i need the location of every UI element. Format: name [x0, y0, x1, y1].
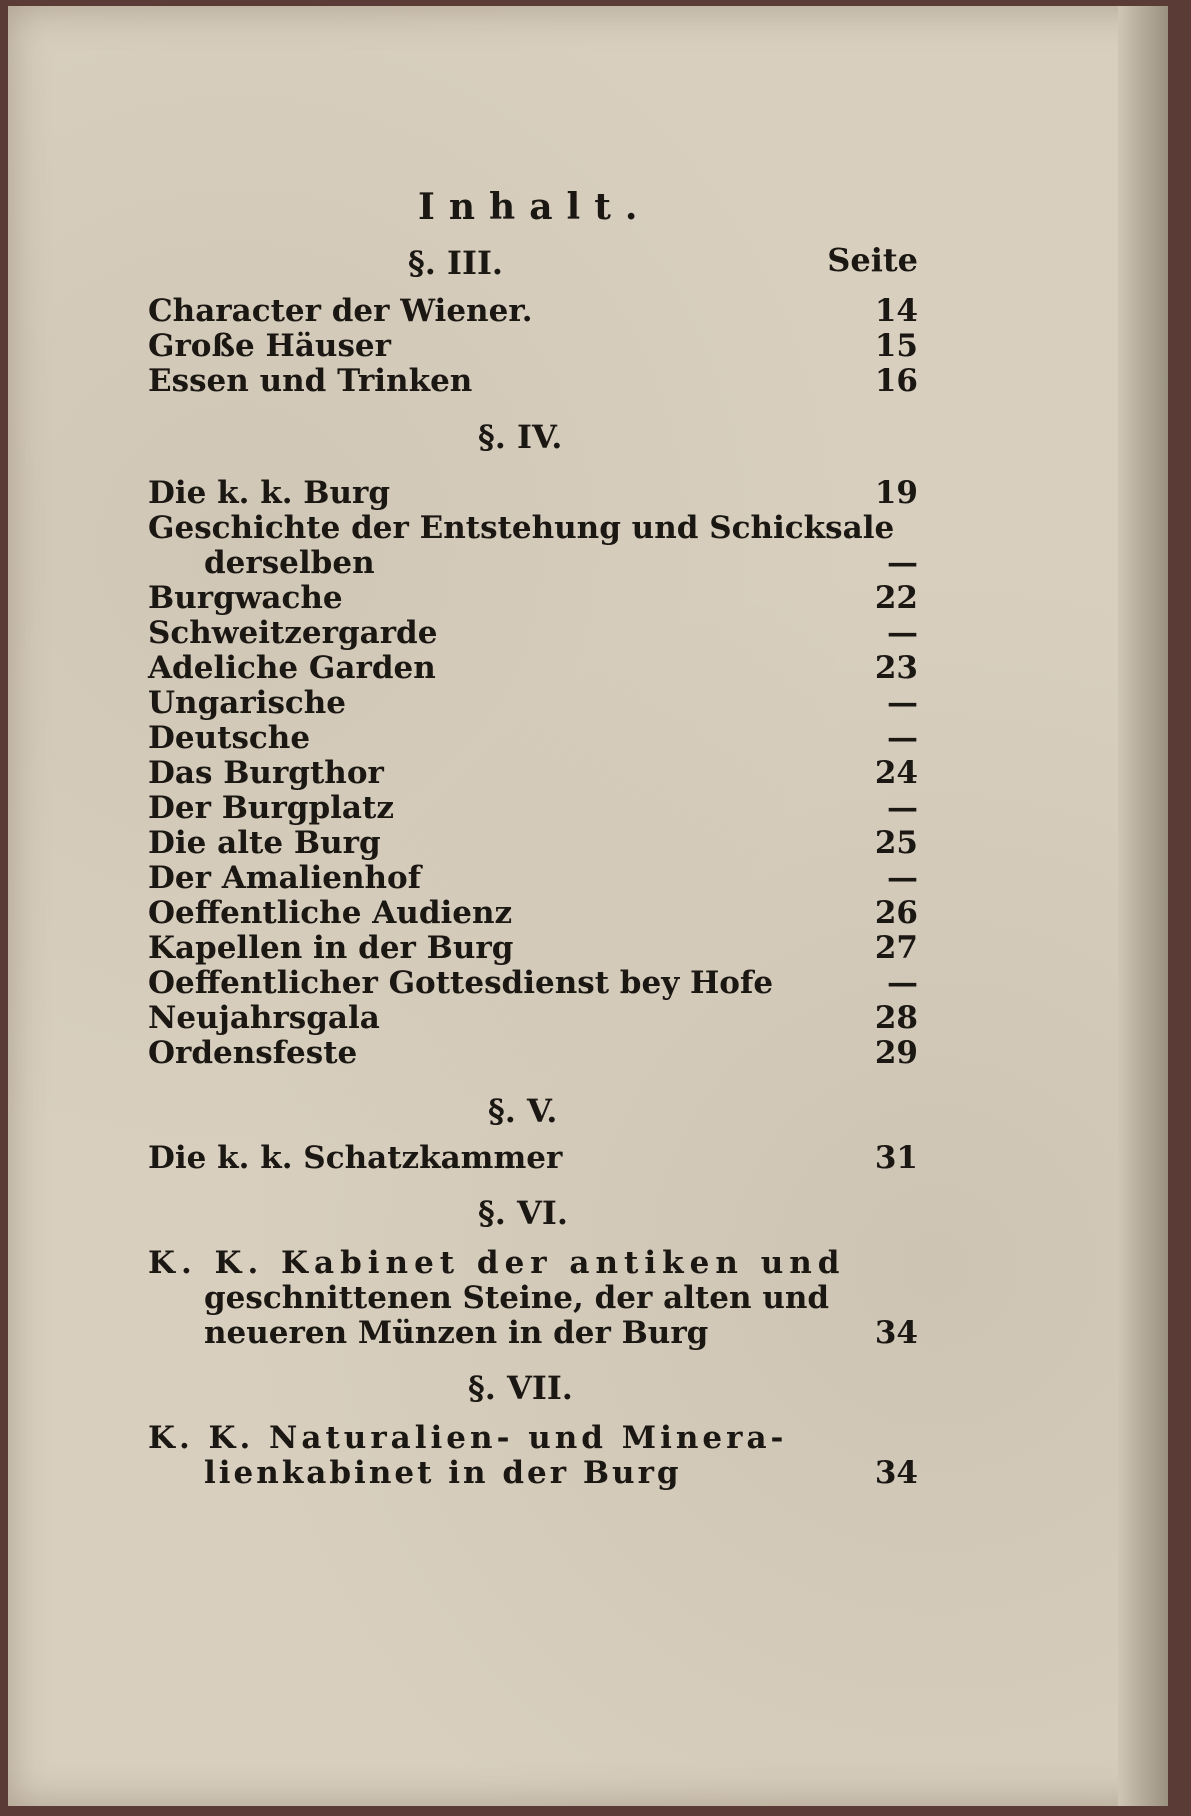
toc-entry	[148, 861, 918, 895]
entry-page: 24	[874, 755, 918, 791]
toc-entry	[148, 476, 918, 510]
toc-entry	[148, 686, 918, 720]
toc-entry	[148, 1141, 918, 1175]
entry-title: Ordensfeste	[148, 1035, 358, 1071]
entry-page: 25	[874, 825, 918, 861]
entry-title: Character der Wiener.	[148, 293, 533, 329]
toc-entry	[148, 1316, 918, 1350]
entry-title: Essen und Trinken	[148, 363, 473, 399]
entry-title: Geschichte der Entstehung und Schicksale	[148, 510, 895, 546]
entry-page: 14	[874, 293, 918, 329]
book-page	[8, 6, 1168, 1806]
entry-page: 15	[874, 328, 918, 364]
toc-entry	[148, 1036, 918, 1070]
entry-page: —	[887, 720, 918, 756]
toc-entry	[148, 294, 918, 328]
toc-entry	[148, 721, 918, 755]
entry-title: Das Burgthor	[148, 755, 384, 791]
entry-page: 23	[874, 650, 918, 686]
toc-entry	[148, 896, 918, 930]
toc-entry	[148, 1001, 918, 1035]
entry-page: 27	[874, 930, 918, 966]
section-label: §. V.	[488, 1092, 558, 1130]
toc-entry	[148, 581, 918, 615]
entry-page: —	[887, 860, 918, 896]
toc-entry	[148, 1456, 918, 1490]
toc-entry	[148, 931, 918, 965]
toc-entry	[148, 1281, 918, 1315]
toc-entry	[148, 364, 918, 398]
entry-page: 34	[874, 1455, 918, 1491]
entry-page: 22	[874, 580, 918, 616]
toc-entry	[148, 616, 918, 650]
entry-title: Deutsche	[148, 720, 311, 756]
entry-page: 16	[874, 363, 918, 399]
entry-page: 31	[874, 1140, 918, 1176]
toc-entry	[148, 511, 918, 545]
entry-title: Schweitzergarde	[148, 615, 438, 651]
entry-page: 26	[874, 895, 918, 931]
entry-title: Die k. k. Schatzkammer	[148, 1140, 563, 1176]
entry-page: 19	[874, 475, 918, 511]
entry-title: geschnittenen Steine, der alten und	[204, 1280, 830, 1316]
toc-entry	[148, 826, 918, 860]
entry-title: Die alte Burg	[148, 825, 381, 861]
page-heading: Inhalt.	[418, 186, 652, 228]
toc-entry	[148, 791, 918, 825]
entry-page: 34	[874, 1315, 918, 1351]
toc-entry	[148, 329, 918, 363]
entry-title: Große Häuser	[148, 328, 391, 364]
toc-entry	[148, 1246, 918, 1280]
entry-title: neueren Münzen in der Burg	[204, 1315, 709, 1351]
entry-title: Ungarische	[148, 685, 347, 721]
entry-page: —	[887, 790, 918, 826]
entry-title: derselben	[204, 545, 375, 581]
toc-entry	[148, 756, 918, 790]
toc-entry	[148, 1421, 918, 1455]
entry-title: Der Amalienhof	[148, 860, 422, 896]
entry-title: Neujahrsgala	[148, 1000, 380, 1036]
entry-page: 28	[874, 1000, 918, 1036]
entry-title: Kapellen in der Burg	[148, 930, 514, 966]
entry-page: —	[887, 685, 918, 721]
entry-page: —	[887, 545, 918, 581]
entry-title: Burgwache	[148, 580, 343, 616]
entry-title: Der Burgplatz	[148, 790, 394, 826]
toc-entry	[148, 651, 918, 685]
toc-entry	[148, 546, 918, 580]
entry-title: Oeffentliche Audienz	[148, 895, 513, 931]
entry-page: 29	[874, 1035, 918, 1071]
entry-title: Oeffentlicher Gottesdienst bey Hofe	[148, 965, 774, 1001]
entry-page: —	[887, 965, 918, 1001]
entry-title: K. K. Kabinet der antiken und	[148, 1245, 846, 1281]
toc-entry	[148, 966, 918, 1000]
section-label: §. VI.	[478, 1194, 568, 1232]
entry-title: Die k. k. Burg	[148, 475, 391, 511]
entry-title: Adeliche Garden	[148, 650, 436, 686]
section-label: §. VII.	[468, 1369, 573, 1407]
section-label: §. III.	[408, 244, 504, 282]
entry-page: —	[887, 615, 918, 651]
entry-title: lienkabinet in der Burg	[204, 1455, 682, 1491]
section-label: §. IV.	[478, 418, 563, 456]
page-gutter	[1118, 6, 1168, 1806]
entry-title: K. K. Naturalien- und Minera-	[148, 1420, 788, 1456]
page-column-label: Seite	[827, 241, 918, 279]
